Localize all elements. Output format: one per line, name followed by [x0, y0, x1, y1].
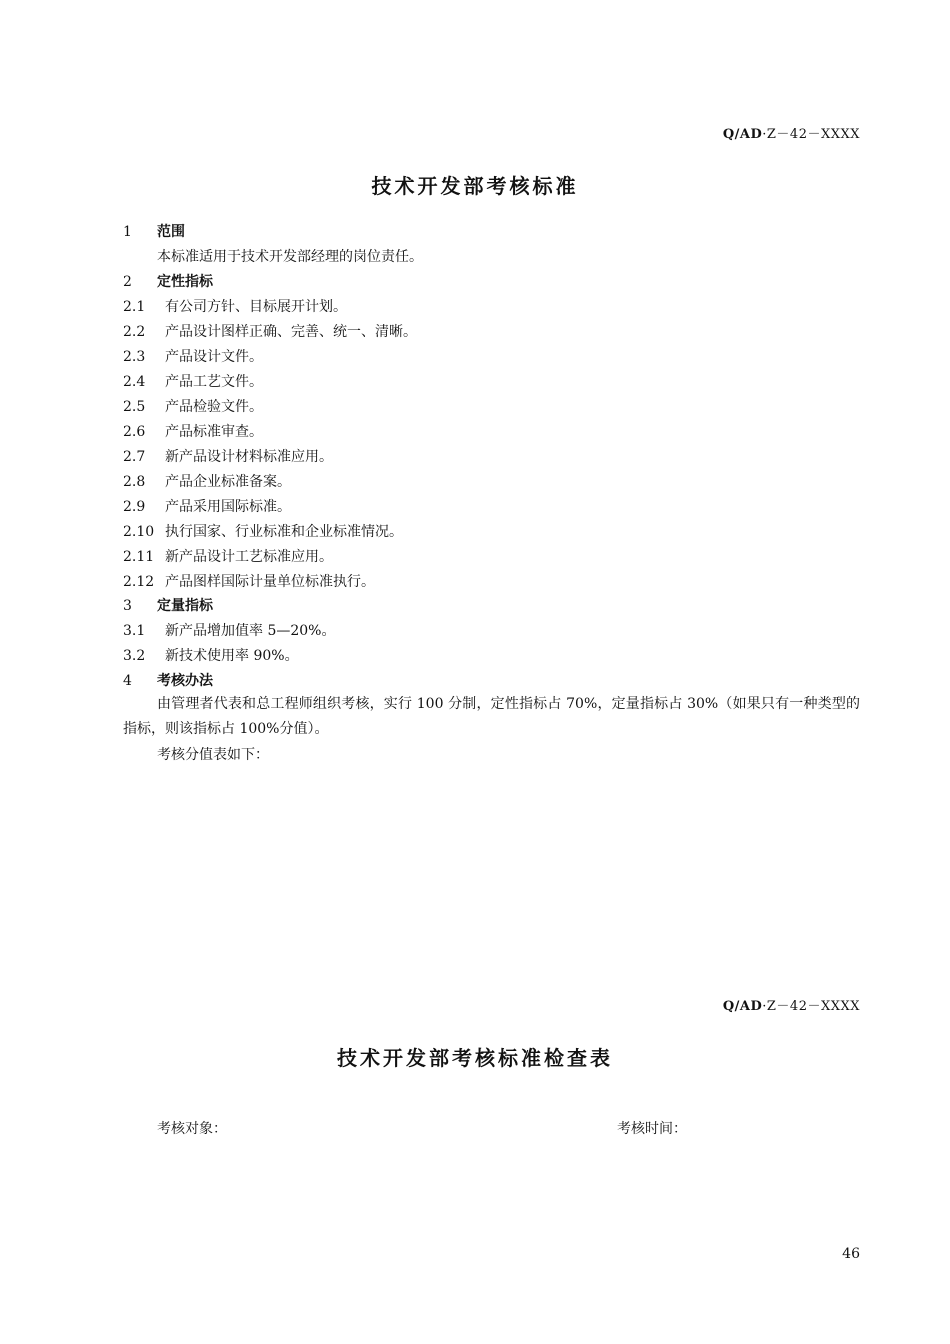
list-item: 2.7 新产品设计材料标准应用。 — [123, 449, 333, 465]
document-code-prefix: Q/AD — [722, 999, 763, 1014]
list-item: 3.2 新技术使用率 90%。 — [123, 648, 299, 664]
document-code — [723, 123, 860, 142]
list-item: 2.6 产品标准审查。 — [123, 424, 263, 440]
list-item: 3.1 新产品增加值率 5—20%。 — [123, 623, 336, 639]
list-item: 2.9 产品采用国际标准。 — [123, 499, 291, 515]
list-item: 2.10 执行国家、行业标准和企业标准情况。 — [123, 524, 403, 540]
page-number: 46 — [842, 1246, 860, 1262]
assessment-object-label: 考核对象： — [157, 1121, 227, 1137]
page-title: 技术开发部考核标准 — [371, 174, 579, 198]
section-heading-quantitative: 3 定量指标 — [123, 598, 213, 614]
document-code-suffix: ·Z－42－XXXX — [762, 999, 860, 1014]
list-item: 2.1 有公司方针、目标展开计划。 — [123, 299, 347, 315]
assessment-time-label: 考核时间： — [617, 1121, 687, 1137]
section-heading-scope: 1 范围 — [123, 224, 185, 240]
list-item: 2.2 产品设计图样正确、完善、统一、清晰。 — [123, 324, 417, 340]
list-item: 2.11 新产品设计工艺标准应用。 — [123, 549, 333, 565]
section-heading-qualitative: 2 定性指标 — [123, 274, 213, 290]
list-item: 2.5 产品检验文件。 — [123, 399, 263, 415]
score-table-note: 考核分值表如下： — [157, 747, 269, 763]
checklist-title: 技术开发部考核标准检查表 — [337, 1046, 613, 1070]
document-code-prefix: Q/AD — [722, 127, 763, 142]
list-item: 2.8 产品企业标准备案。 — [123, 474, 291, 490]
document-code-suffix: ·Z－42－XXXX — [762, 127, 860, 142]
list-item: 2.4 产品工艺文件。 — [123, 374, 263, 390]
assessment-method-paragraph: 由管理者代表和总工程师组织考核，实行 100 分制，定性指标占 70%，定量指标占 30%（如果只有一种类型的指标，则该指标占 100%分值）。 — [123, 696, 860, 737]
list-item: 2.12 产品图样国际计量单位标准执行。 — [123, 574, 375, 590]
section-heading-assessment-method: 4 考核办法 — [123, 673, 213, 689]
document-code — [723, 995, 860, 1014]
list-item: 2.3 产品设计文件。 — [123, 349, 263, 365]
scope-text: 本标准适用于技术开发部经理的岗位责任。 — [157, 249, 423, 265]
